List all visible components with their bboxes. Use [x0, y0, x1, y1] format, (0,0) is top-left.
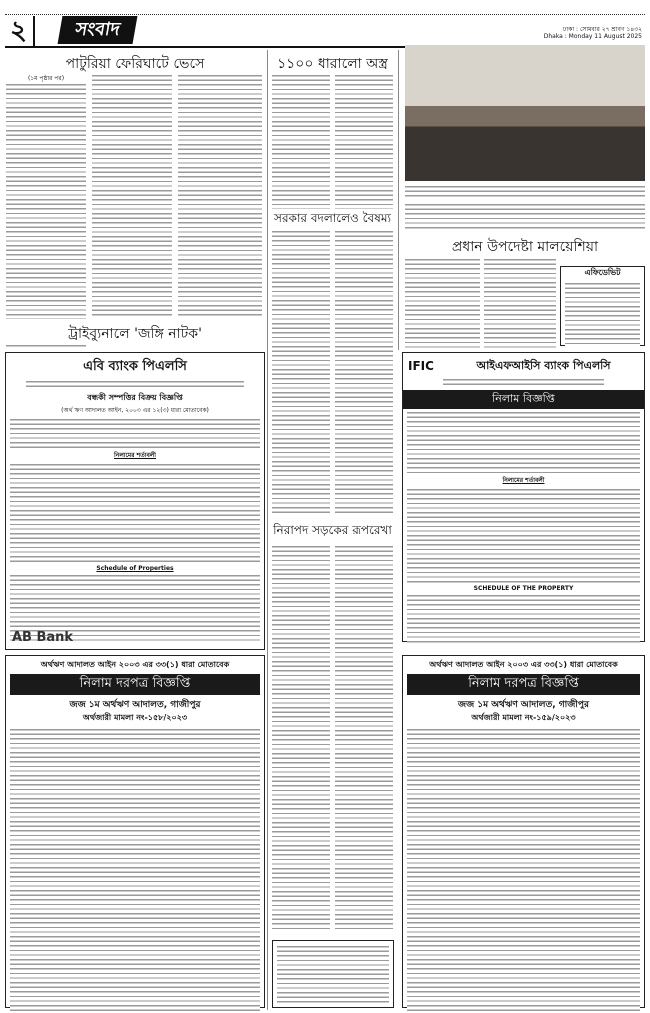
- column-divider: [398, 50, 399, 350]
- ific-logo: IFIC: [408, 359, 434, 373]
- abbank-conditions: নিলামের শর্তাবলী: [114, 452, 156, 459]
- abbank-law: (অর্থ ঋণ আদালত আইন, ২০০৩ এর ১২(৩) ধারা মোতাবেক): [61, 407, 209, 414]
- headline-discrimination: সরকার বদলালেও বৈষম্য: [274, 211, 391, 225]
- column-divider: [267, 50, 268, 1010]
- article-text: [335, 230, 393, 515]
- court-law: অর্থঋণ আদালত আইন ২০০৩ এর ৩৩(১) ধারা মোতাবেক: [40, 660, 230, 669]
- court-case: অর্থজারী মামলা নং-১৫৯/২০২৩: [471, 713, 576, 722]
- ific-notice: নিলাম বিজ্ঞপ্তি: [403, 390, 644, 409]
- affidavit-title: এফিডেভিট: [561, 267, 644, 280]
- article-text: [484, 258, 556, 348]
- court-name: জজ ১ম অর্থঋণ আদালত, গাজীপুর: [458, 700, 589, 710]
- court-notice-left: [5, 655, 265, 1008]
- small-ad: [272, 940, 394, 1008]
- photo-caption: [405, 185, 645, 197]
- masthead-logo: সংবাদ: [58, 16, 138, 44]
- ific-conditions: নিলামের শর্তাবলী: [502, 477, 545, 484]
- court-title: নিলাম দরপত্র বিজ্ঞপ্তি: [407, 674, 640, 695]
- article-text: [272, 230, 330, 515]
- abbank-subtitle: বন্ধকী সম্পত্তির বিক্রয় বিজ্ঞপ্তি: [87, 393, 183, 402]
- abbank-title: এবি ব্যাংক পিএলসি: [6, 357, 264, 378]
- ific-ad: [402, 352, 645, 642]
- article-text: [6, 344, 86, 348]
- article-text: [92, 74, 172, 319]
- ific-title: আইএফআইসি ব্যাংক পিএলসি: [476, 359, 611, 372]
- page-number: ২: [10, 16, 35, 46]
- court-name: জজ ১ম অর্থঋণ আদালত, গাজীপুর: [69, 700, 201, 710]
- news-photo: [405, 45, 645, 181]
- abbank-logo: AB Bank: [12, 630, 74, 645]
- article-text: [405, 258, 480, 348]
- article-text: [178, 74, 262, 319]
- court-case: অর্থজারী মামলা নং-১৫৮/২০২৩: [82, 713, 188, 722]
- headline-weapons: ১১০০ ধারালো অস্ত্র: [277, 56, 388, 72]
- headline-road-safety: নিরাপদ সড়কের রূপরেখা: [273, 523, 392, 537]
- ific-schedule: SCHEDULE OF THE PROPERTY: [473, 585, 574, 592]
- article-text: [335, 74, 393, 209]
- top-rule: [5, 14, 645, 15]
- headline-tribunal: ট্রাইব্যুনালে 'জঙ্গি নাটক': [68, 326, 202, 342]
- affidavit-box: [560, 266, 645, 346]
- article-text: [6, 83, 86, 319]
- date-bangla: ঢাকা : সোমবার ২৭ শ্রাবণ ১৪৩২: [563, 26, 642, 33]
- court-title: নিলাম দরপত্র বিজ্ঞপ্তি: [10, 674, 260, 695]
- article-text: [272, 74, 330, 209]
- headline-malaysia: প্রধান উপদেষ্টা মালয়েশিয়া: [451, 239, 599, 255]
- article-text: [335, 545, 393, 930]
- headline-paturia: পাটুরিয়া ফেরিঘাটে ভেসে: [65, 56, 205, 72]
- article-text: [405, 203, 645, 231]
- abbank-schedule: Schedule of Properties: [96, 565, 174, 572]
- court-law: অর্থঋণ আদালত আইন ২০০৩ এর ৩৩(১) ধারা মোতাবেক: [429, 660, 618, 669]
- court-notice-right: [402, 655, 645, 1008]
- article-text: [272, 545, 330, 930]
- date-english: Dhaka : Monday 11 August 2025: [543, 33, 642, 40]
- abbank-ad: [5, 352, 265, 650]
- continued-from-label: (১ম পৃষ্ঠার পর): [27, 75, 65, 82]
